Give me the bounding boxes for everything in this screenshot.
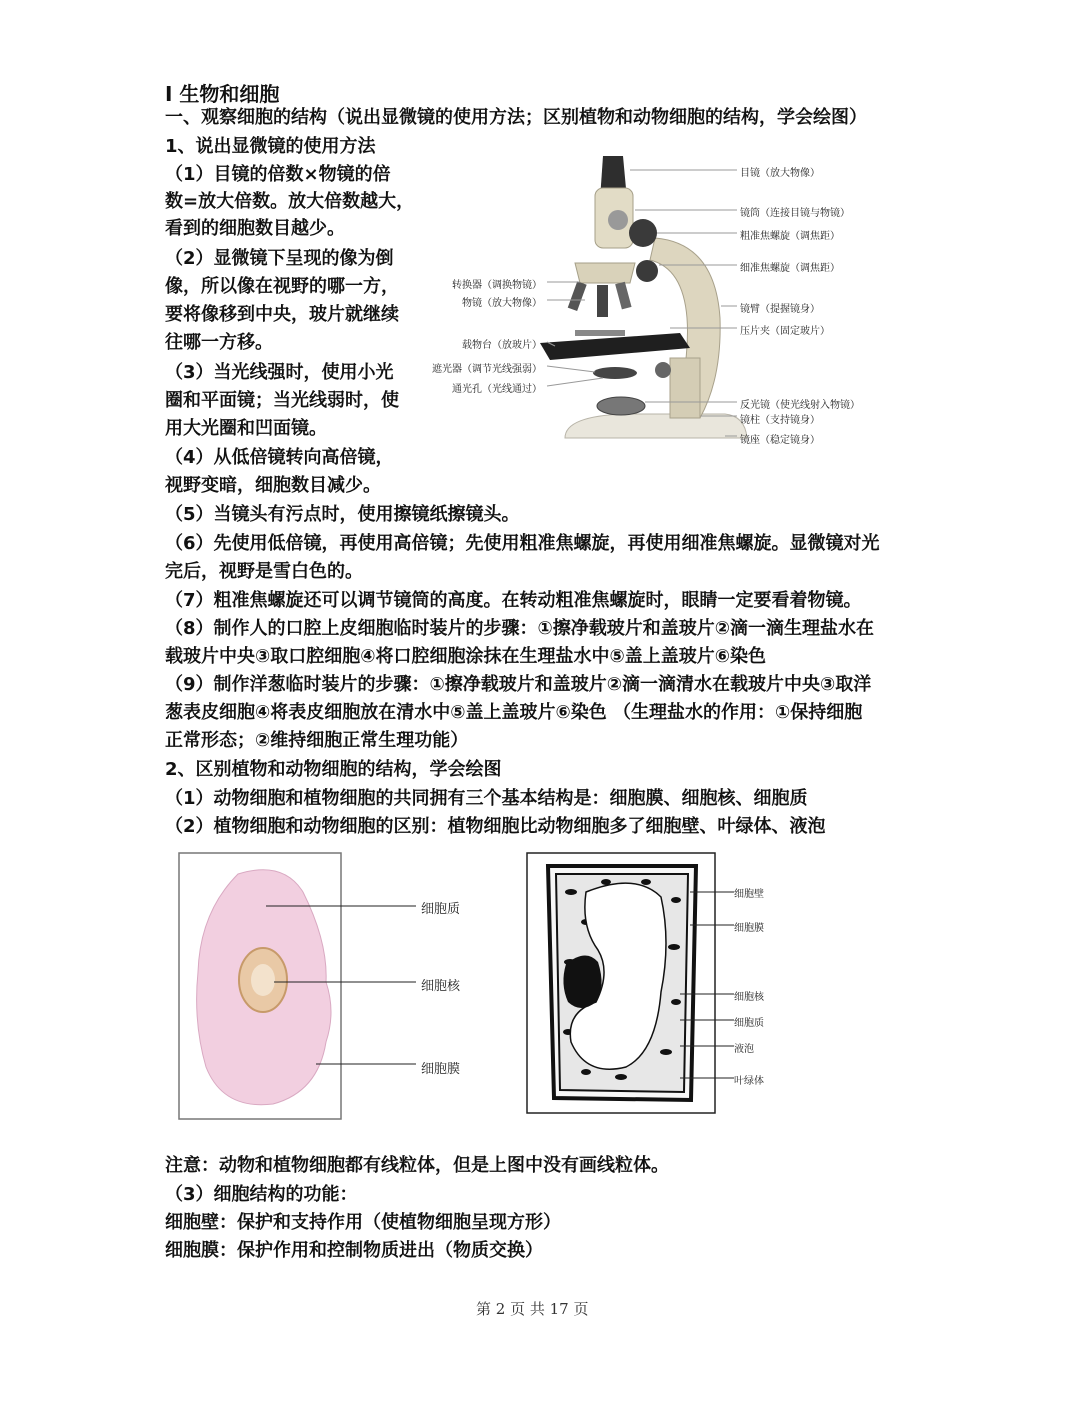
animal-label-nucleus: 细胞核 xyxy=(421,979,461,994)
item-9-line-1: （9）制作洋葱临时装片的步骤：①擦净载玻片和盖玻片②滴一滴清水在载玻片中央③取洋 xyxy=(165,674,872,695)
item-2-line-4: 往哪一方移。 xyxy=(165,332,273,353)
plant-label-cytoplasm: 细胞质 xyxy=(734,1018,764,1029)
label-eyepiece: 目镜（放大物像） xyxy=(740,168,820,179)
item-3-line-2: 圈和平面镜；当光线弱时，使 xyxy=(165,390,399,411)
label-clip: 压片夹（固定玻片） xyxy=(740,326,830,337)
heading-observe-cells: 一、观察细胞的结构（说出显微镜的使用方法；区别植物和动物细胞的结构，学会绘图） xyxy=(165,107,867,128)
label-nosepiece: 转换器（调换物镜） xyxy=(452,280,542,291)
item-2-line-1: （2）显微镜下呈现的像为倒 xyxy=(165,248,394,269)
label-arm: 镜臂（提握镜身） xyxy=(740,304,820,315)
label-fine-focus: 细准焦螺旋（调焦距） xyxy=(740,263,840,274)
plant-label-wall: 细胞壁 xyxy=(734,889,764,900)
item-1-line-1: （1）目镜的倍数×物镜的倍 xyxy=(165,164,391,185)
label-tube: 镜筒（连接目镜与物镜） xyxy=(740,208,850,219)
plant-label-nucleus: 细胞核 xyxy=(734,992,764,1003)
item-6-line-1: （6）先使用低倍镜，再使用高倍镜；先使用粗准焦螺旋，再使用细准焦螺旋。显微镜对光 xyxy=(165,533,880,554)
item-4-line-2: 视野变暗，细胞数目减少。 xyxy=(165,475,381,496)
item-9-line-3: 正常形态；②维持细胞正常生理功能） xyxy=(165,730,469,751)
animal-label-cytoplasm: 细胞质 xyxy=(421,902,461,917)
label-coarse-focus: 粗准焦螺旋（调焦距） xyxy=(740,231,840,242)
label-objective: 物镜（放大物像） xyxy=(462,298,542,309)
item-7: （7）粗准焦螺旋还可以调节镜筒的高度。在转动粗准焦螺旋时，眼睛一定要看着物镜。 xyxy=(165,590,862,611)
label-mirror: 反光镜（使光线射入物镜） xyxy=(740,400,860,411)
function-cell-membrane: 细胞膜：保护作用和控制物质进出（物质交换） xyxy=(165,1240,543,1261)
plant-label-vacuole: 液泡 xyxy=(734,1044,754,1055)
item-3-line-1: （3）当光线强时，使用小光 xyxy=(165,362,394,383)
animal-cell-diagram xyxy=(178,852,343,1122)
compare-difference: （2）植物细胞和动物细胞的区别：植物细胞比动物细胞多了细胞壁、叶绿体、液泡 xyxy=(165,816,826,837)
note-mitochondria: 注意：动物和植物细胞都有线粒体，但是上图中没有画线粒体。 xyxy=(165,1155,669,1176)
compare-common: （1）动物细胞和植物细胞的共同拥有三个基本结构是：细胞膜、细胞核、细胞质 xyxy=(165,788,808,809)
item-8-line-1: （8）制作人的口腔上皮细胞临时装片的步骤：①擦净载玻片和盖玻片②滴一滴生理盐水在 xyxy=(165,618,875,639)
item-4-line-1: （4）从低倍镜转向高倍镜， xyxy=(165,447,394,468)
label-pillar: 镜柱（支持镜身） xyxy=(740,415,820,426)
label-base: 镜座（稳定镜身） xyxy=(740,435,820,446)
item-5: （5）当镜头有污点时，使用擦镜纸擦镜头。 xyxy=(165,504,520,525)
item-2-line-2: 像，所以像在视野的哪一方， xyxy=(165,276,399,297)
item-2-line-3: 要将像移到中央，玻片就继续 xyxy=(165,304,399,325)
item-8-line-2: 载玻片中央③取口腔细胞④将口腔细胞涂抹在生理盐水中⑤盖上盖玻片⑥染色 xyxy=(165,646,766,667)
plant-cell-leaders xyxy=(680,885,736,1085)
item-9-line-2: 葱表皮细胞④将表皮细胞放在清水中⑤盖上盖玻片⑥染色 （生理盐水的作用：①保持细胞 xyxy=(165,702,863,723)
animal-label-membrane: 细胞膜 xyxy=(421,1062,461,1077)
label-aperture: 通光孔（光线通过） xyxy=(452,384,542,395)
item-6-line-2: 完后，视野是雪白色的。 xyxy=(165,561,363,582)
function-cell-wall: 细胞壁：保护和支持作用（使植物细胞呈现方形） xyxy=(165,1212,561,1233)
label-diaphragm: 遮光器（调节光线强弱） xyxy=(432,364,542,375)
plant-label-membrane: 细胞膜 xyxy=(734,923,764,934)
functions-title: （3）细胞结构的功能： xyxy=(165,1184,358,1205)
item-1-line-2: 数=放大倍数。放大倍数越大， xyxy=(165,191,415,212)
section-title: Ⅰ 生物和细胞 xyxy=(165,82,280,106)
plant-label-chloroplast: 叶绿体 xyxy=(734,1076,764,1087)
label-stage: 载物台（放玻片） xyxy=(462,340,542,351)
page-footer: 第 2 页 共 17 页 xyxy=(476,1300,589,1318)
item-3-line-3: 用大光圈和凹面镜。 xyxy=(165,418,327,439)
subheading-microscope: 1、说出显微镜的使用方法 xyxy=(165,136,376,157)
item-1-line-3: 看到的细胞数目越少。 xyxy=(165,218,345,239)
subheading-plant-animal: 2、区别植物和动物细胞的结构，学会绘图 xyxy=(165,759,502,780)
animal-cell-leaders xyxy=(340,890,420,1080)
